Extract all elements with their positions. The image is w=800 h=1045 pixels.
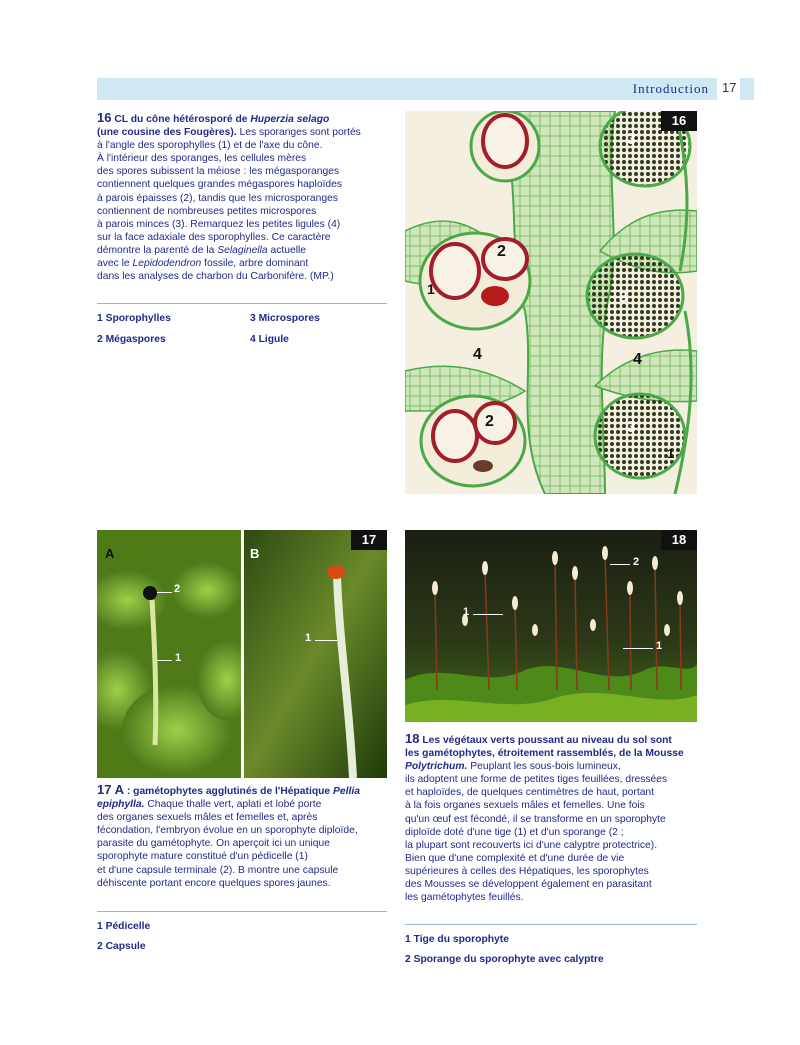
caption-line: À l'intérieur des sporanges, les cellules mères [97,153,307,165]
figure17-caption-number: 17 A [97,782,124,797]
caption-line: sporophyte mature constitué d'un pédicelle (1) [97,851,308,863]
figure16-label-1: 1 [667,446,675,461]
caption-genus: Selaginella [217,244,268,256]
figure16-label-3: 3 [627,419,636,436]
figure18-caption-text1: Peuplant les sous-bois lumineux, [470,761,621,773]
figure16-label-3: 3 [627,131,636,148]
figure17-legend-rule [97,911,387,912]
leader-line [623,648,653,649]
figure17-caption-text1: Chaque thalle vert, aplati et lobé porte [147,799,322,811]
caption-line: à parois épaisses (2), tandis que les microsporanges [97,192,338,204]
caption-line: déhiscente portant encore quelques spores jaunes. [97,877,331,889]
caption-line: contiennent quelques grandes mégaspores haploïdes [97,179,343,191]
caption-line: et haploïdes, de quelques centimètres de haut, portant [405,787,655,799]
caption-line: et d'une capsule terminale (2). B montre une capsule [97,864,339,876]
caption-line: supérieures à celles des Hépatiques, les sporophytes [405,865,649,877]
legend-item: 4 Ligule [250,334,289,345]
figure16-label-3: 3 [619,289,628,306]
caption-line: démontre la parenté de la [97,244,215,256]
leader-line [157,592,172,593]
figure16-label-2: 2 [497,243,506,260]
figure16-label-2: 2 [485,413,494,430]
caption-line: diploïde doté d'une tige (1) et d'un sporange (2 ; [405,826,624,838]
section-title: Introduction [632,81,709,96]
caption-avec: avec le [97,258,130,270]
caption-line: à la fois organes sexuels mâles et femelles. Une fois [405,800,645,812]
legend-item: 1 Sporophylles [97,313,171,324]
figure16-caption-lead: CL du cône hétérosporé de [114,114,248,125]
page-number-strip [740,78,754,100]
figure18-illustration [405,530,697,722]
caption-line: des organes sexuels mâles et femelles et, après [97,812,318,824]
figure18-badge: 18 [661,530,697,550]
leader-line [610,564,630,565]
figure18-caption-lead2: les gamétophytes, étroitement rassemblés, de la Mousse [405,748,684,760]
figure17-badge: 17 [351,530,387,550]
figure17-panel-b: B [250,546,260,561]
figure16-badge: 16 [661,111,697,131]
figure16-label-1: 1 [427,281,435,297]
figure18-label-1: 1 [463,606,470,618]
caption-line: fécondation, l'embryon évolue en un sporophyte diploïde, [97,825,358,837]
caption-line: contiennent de nombreuses petites microspores [97,205,317,217]
leader-line [157,660,172,661]
figure17-caption-species: Pellia [333,786,360,797]
caption-last-line: dans les analyses de charbon du Carbonifère. (MP.) [97,271,334,283]
figure17-caption-lead: : gamétophytes agglutinés de l'Hépatique [126,786,331,797]
figure17-illustration [97,530,387,778]
running-header [97,78,717,100]
figure16-illustration [405,111,697,494]
figure16-caption-species: Huperzia selago [250,114,330,125]
figure16-caption-text1: Les sporanges sont portés [239,127,361,139]
legend-item: 2 Mégaspores [97,334,166,345]
figure16-caption [97,111,397,283]
figure16-caption-lead2: (une cousine des Fougères). [97,127,237,139]
figure17-caption-species2: epiphylla. [97,799,145,811]
figure17-label-1: 1 [305,632,312,644]
legend-item: 2 Sporange du sporophyte avec calyptre [405,954,604,965]
figure18-label-1: 1 [656,640,663,652]
figure18-caption-species: Polytrichum. [405,761,468,773]
figure17-label-2: 2 [174,583,181,595]
figure16-caption-number: 16 [97,110,112,125]
figure16-label-4: 4 [473,346,482,363]
figure18-caption-lead: Les végétaux verts poussant au niveau du sol sont [422,735,672,746]
caption-line: Bien que d'une complexité et d'une durée de vie [405,852,625,864]
caption-line: la plupart sont recouverts ici d'une calyptre protectrice). [405,839,658,851]
legend-item: 1 Tige du sporophyte [405,934,509,945]
caption-line: à parois minces (3). Remarquez les petites ligules (4) [97,218,341,230]
figure18-caption-number: 18 [405,731,420,746]
caption-line: parasite du gamétophyte. On aperçoit ici un unique [97,838,330,850]
caption-line: des spores subissent la méiose : les mégasporanges [97,166,340,178]
figure16-micrograph [405,111,697,494]
figure17-photo [97,530,387,778]
figure18-legend-rule [405,924,697,925]
legend-item: 2 Capsule [97,941,146,952]
figure17-label-1: 1 [175,652,182,664]
legend-item: 1 Pédicelle [97,921,151,932]
legend-item: 3 Microspores [250,313,320,324]
caption-line: sur la face adaxiale des sporophylles. Ce caractère [97,231,331,243]
caption-line: qu'un œuf est fécondé, il se transforme en un sporophyte [405,813,666,825]
figure17-caption [97,783,397,890]
caption-after-fossil: fossile, arbre dominant [204,258,309,270]
caption-line: les gamétophytes feuillés. [405,892,524,904]
caption-line: ils adoptent une forme de petites tiges feuillées, dressées [405,774,668,786]
figure18-photo [405,530,697,722]
caption-line: des Mousses se développent également en parasitant [405,879,652,891]
caption-fossil: Lepidodendron [132,258,202,270]
leader-line [473,614,503,615]
page-number: 17 [722,80,737,95]
caption-line: à l'angle des sporophylles (1) et de l'axe du cône. [97,140,323,152]
figure18-caption [405,732,705,904]
caption-after-genus: actuelle [270,244,306,256]
figure17-panel-a: A [105,546,115,561]
figure18-label-2: 2 [633,556,640,568]
leader-line [315,640,337,641]
figure16-label-4: 4 [633,351,642,368]
figure16-legend-rule [97,303,387,304]
